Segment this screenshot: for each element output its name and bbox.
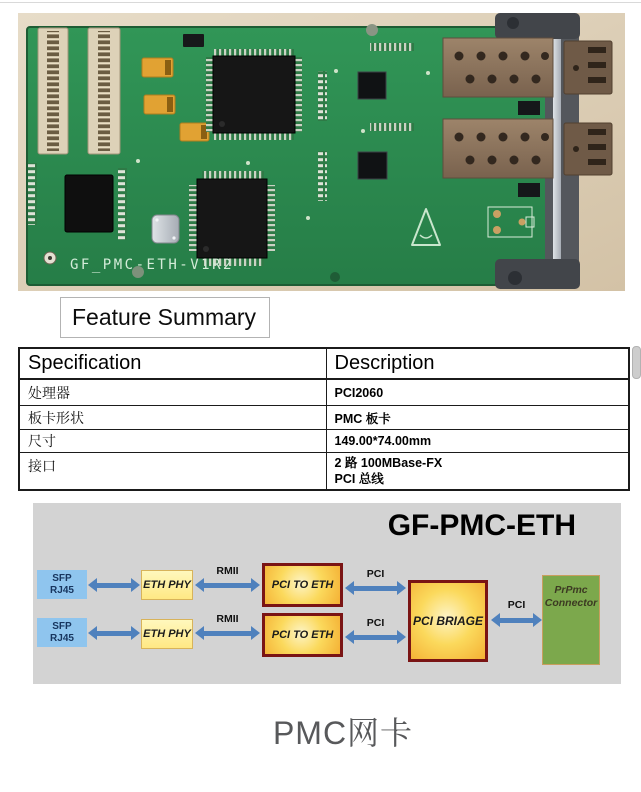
spec-table bbox=[18, 347, 630, 491]
spec-cell: 板卡形状 bbox=[19, 406, 326, 430]
sfp-line1: SFP bbox=[52, 572, 72, 584]
pci-to-eth-block-2: PCI TO ETH bbox=[262, 613, 343, 657]
column-header-description: Description bbox=[326, 348, 629, 379]
arrow-bridge-prpmc bbox=[500, 618, 533, 623]
sfp-line1: SFP bbox=[52, 620, 72, 632]
pcb-photo-svg bbox=[18, 13, 625, 291]
eth-phy-block-1: ETH PHY bbox=[141, 570, 193, 600]
led-block-1 bbox=[518, 101, 540, 115]
bga-chip bbox=[65, 175, 113, 232]
pmc-connector-1 bbox=[38, 28, 68, 154]
arrow-sfp-phy-1 bbox=[97, 583, 131, 588]
table-row bbox=[19, 430, 629, 453]
prpmc-line2: Connector bbox=[544, 597, 598, 609]
qfp-chip-2 bbox=[189, 171, 275, 266]
page-caption: PMC网卡 bbox=[272, 715, 414, 751]
arrow-phy-p2e-1 bbox=[204, 583, 251, 588]
bus-label-rmii-2: RMII bbox=[216, 613, 239, 625]
column-header-specification: Specification bbox=[19, 348, 326, 379]
prpmc-line1: PrPmc bbox=[554, 584, 588, 596]
bus-label-pci-3: PCI bbox=[507, 599, 526, 611]
bus-label-pci-2: PCI bbox=[366, 617, 385, 629]
spec-cell: 处理器 bbox=[19, 379, 326, 406]
spec-cell: 接口 bbox=[19, 453, 326, 491]
bus-label-pci-1: PCI bbox=[366, 568, 385, 580]
board-silkscreen-text: GF_PMC-ETH-V1R2 bbox=[70, 257, 234, 273]
table-header-row bbox=[19, 348, 629, 379]
sfp-line2: RJ45 bbox=[50, 632, 74, 644]
desc-cell: PCI2060 bbox=[326, 379, 629, 406]
eth-phy-block-2: ETH PHY bbox=[141, 619, 193, 649]
feature-summary-heading: Feature Summary bbox=[60, 297, 270, 338]
bus-label-rmii-1: RMII bbox=[216, 565, 239, 577]
table-row bbox=[19, 379, 629, 406]
diode-d1 bbox=[183, 34, 204, 47]
sfp-cage-2 bbox=[443, 119, 612, 178]
desc-cell bbox=[326, 453, 629, 491]
table-row bbox=[19, 406, 629, 430]
prpmc-connector-block bbox=[542, 575, 600, 665]
sfp-cage-1 bbox=[443, 38, 612, 97]
phy-chip-2 bbox=[358, 152, 387, 179]
arrow-sfp-phy-2 bbox=[97, 631, 131, 636]
desc-line-2: PCI 总线 bbox=[334, 472, 384, 486]
top-divider bbox=[0, 2, 641, 3]
spec-cell: 尺寸 bbox=[19, 430, 326, 453]
oscillator bbox=[152, 215, 179, 243]
pci-bridge-block: PCI BRIAGE bbox=[408, 580, 488, 662]
arrow-p2e-bridge-1 bbox=[354, 586, 397, 591]
block-diagram bbox=[33, 503, 621, 684]
scrollbar-thumb[interactable] bbox=[632, 346, 641, 379]
table-row bbox=[19, 453, 629, 491]
led-block-2 bbox=[518, 183, 540, 197]
diagram-title: GF-PMC-ETH bbox=[387, 509, 576, 542]
sfp-line2: RJ45 bbox=[50, 584, 74, 596]
sfp-rj45-block-1 bbox=[37, 570, 87, 599]
pmc-connector-2 bbox=[88, 28, 120, 154]
phy-chip-1 bbox=[358, 72, 386, 99]
sfp-rj45-block-2 bbox=[37, 618, 87, 647]
desc-cell: 149.00*74.00mm bbox=[326, 430, 629, 453]
desc-cell: PMC 板卡 bbox=[326, 406, 629, 430]
pci-to-eth-block-1: PCI TO ETH bbox=[262, 563, 343, 607]
pcb-photo bbox=[18, 13, 625, 291]
arrow-p2e-bridge-2 bbox=[354, 635, 397, 640]
qfp-chip-1 bbox=[206, 49, 302, 140]
desc-line-1: 2 路 100MBase-FX bbox=[334, 456, 443, 470]
arrow-phy-p2e-2 bbox=[204, 631, 251, 636]
